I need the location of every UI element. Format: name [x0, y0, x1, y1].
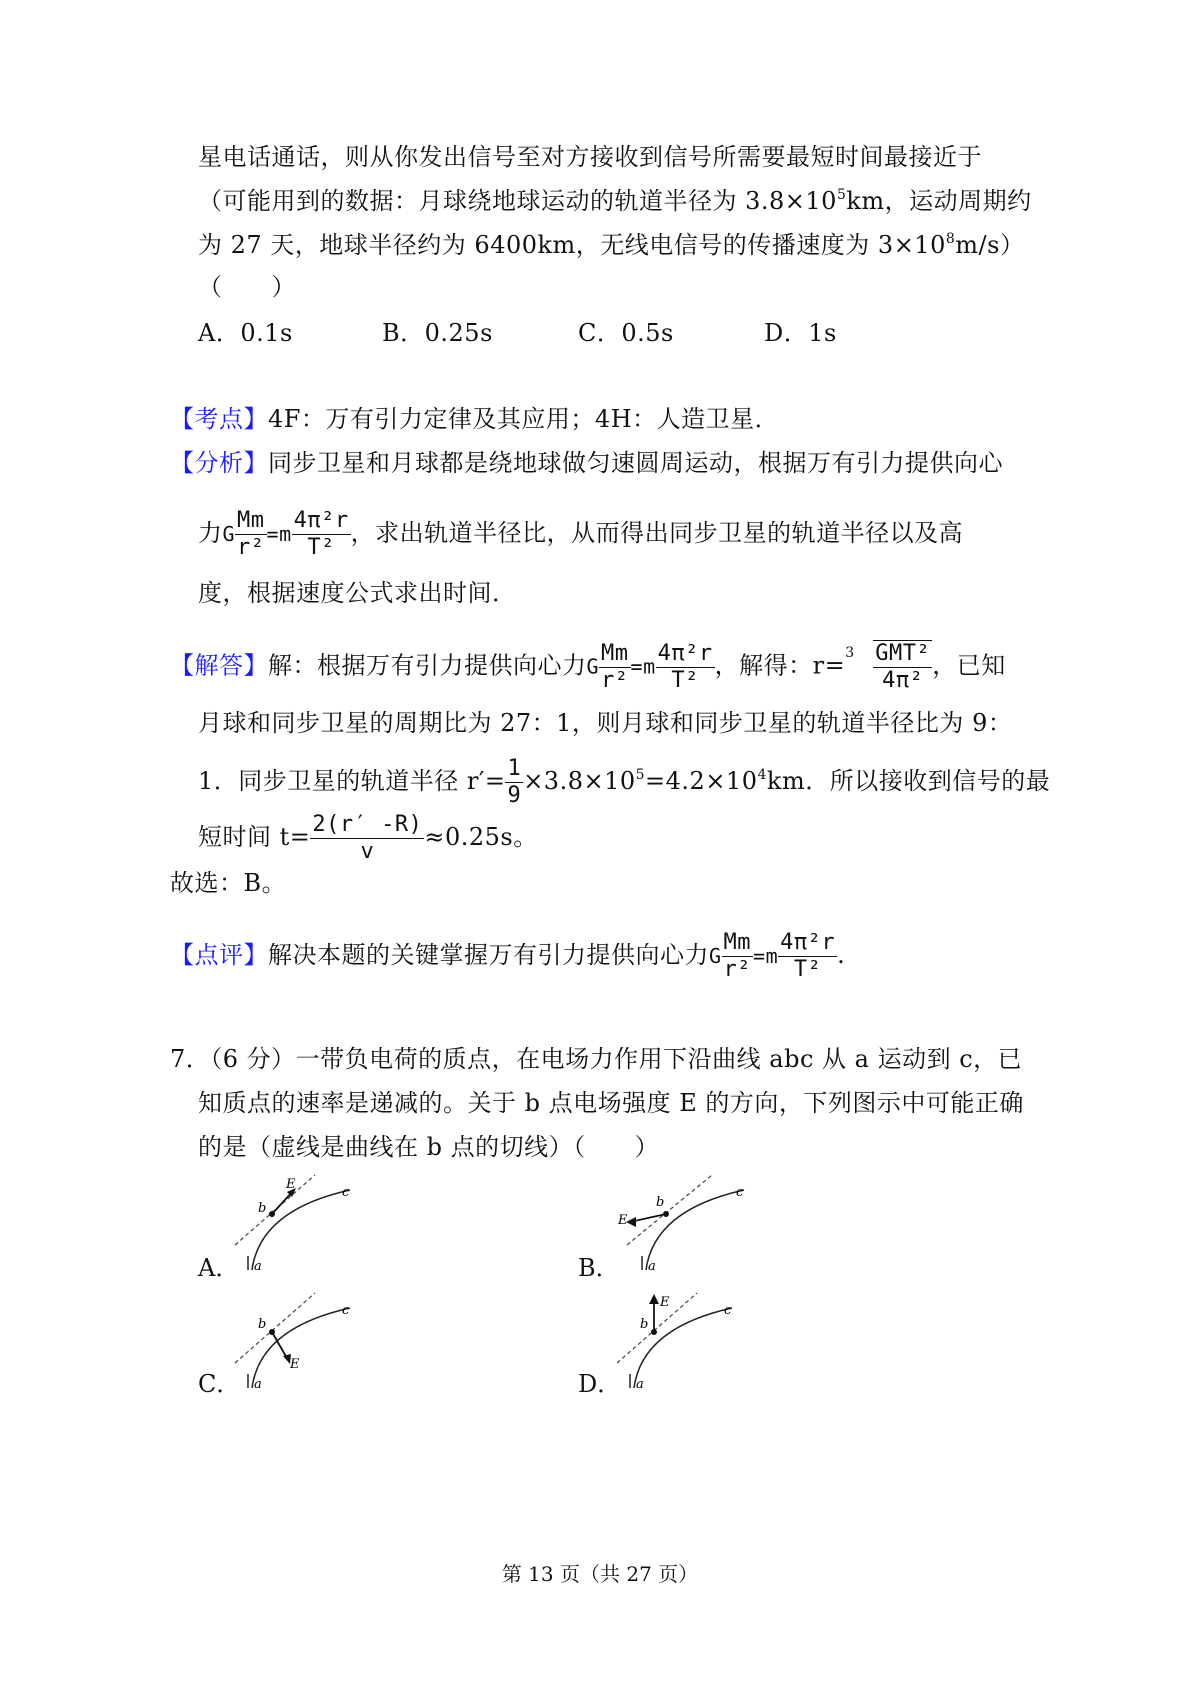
- figure-c: [230, 1288, 390, 1408]
- intro-line-2: （可能用到的数据：月球绕地球运动的轨道半径为 $3.8\times 10^5km$，运动周期约: [198, 187, 1032, 215]
- svg-text:c: c: [736, 1185, 744, 1200]
- cube-root: 3 $\frac{\text{GMT²}}{\text{4π²}}$: [845, 641, 931, 693]
- label-e: E: [286, 1177, 296, 1192]
- kaodian-tag: 【考点】: [170, 405, 268, 433]
- jieda-tag: 【解答】: [170, 651, 268, 680]
- figure-label-c: C．: [198, 1370, 241, 1398]
- svg-text:E: E: [660, 1295, 670, 1310]
- intro-line-3: 为 27 天，地球半径约为 6400km，无线电信号的传播速度为 $3\times 10^8m/s$）: [198, 231, 1025, 259]
- svg-text:E: E: [618, 1213, 628, 1228]
- svg-text:a: a: [636, 1377, 644, 1392]
- jieda-line-1: 【解答】解：根据万有引力提供向心力G $\frac{Mm}{\text{r²}}$ =m $\frac{\text{4π²r}}{\text{T²}}$ ，解得：r= 3 $\frac{\text{GMT²}}{\text{4π²}}$ ，已知: [170, 640, 1006, 693]
- page-footer: 第 13 页（共 27 页）: [501, 1562, 699, 1586]
- svg-text:a: a: [254, 1377, 262, 1392]
- svg-text:b: b: [656, 1195, 665, 1210]
- jieda-line-4: 短时间 t= $\frac{2(r' -R)}{v}$ ≈0.25s。: [198, 812, 538, 864]
- figure-label-b: B．: [578, 1254, 620, 1282]
- label-c: c: [342, 1185, 350, 1200]
- label-a: a: [254, 1259, 262, 1274]
- q7-line-1: 7．（6 分）一带负电荷的质点，在电场力作用下沿曲线 abc 从 a 运动到 c，已: [170, 1045, 1023, 1073]
- figure-a: [230, 1170, 390, 1290]
- dianping-tag: 【点评】: [170, 941, 268, 969]
- svg-text:c: c: [724, 1303, 732, 1318]
- figure-label-d: D．: [578, 1370, 622, 1398]
- svg-text:b: b: [258, 1317, 267, 1332]
- fenxi-line-1: 【分析】同步卫星和月球都是绕地球做匀速圆周运动，根据万有引力提供向心: [170, 449, 1003, 477]
- answer-paren: （ ）: [198, 273, 296, 301]
- q7-line-3: 的是（虚线是曲线在 b 点的切线）（ ）: [198, 1133, 660, 1161]
- label-b: b: [258, 1201, 267, 1216]
- fenxi-line-2: 力G $\frac{Mm}{\text{r²}}$ =m $\frac{\text{4π²r}}{\text{T²}}$ ，求出轨道半径比，从而得出同步卫星的轨道半径以及高: [198, 508, 964, 560]
- option-c: C．0.5s: [578, 319, 674, 347]
- intro-line-1: 星电话通话，则从你发出信号至对方接收到信号所需要最短时间最接近于: [198, 143, 982, 171]
- fraction-mm-r2: $\frac{Mm}{\text{r²}}$: [237, 508, 265, 560]
- figure-b: [612, 1170, 772, 1290]
- figure-label-a: A．: [198, 1254, 240, 1282]
- option-a: A．0.1s: [198, 319, 293, 347]
- fenxi-tag: 【分析】: [170, 449, 268, 477]
- q7-line-2: 知质点的速率是递减的。关于 b 点电场强度 E 的方向，下列图示中可能正确: [198, 1089, 1024, 1117]
- dianping: 【点评】解决本题的关键掌握万有引力提供向心力G $\frac{Mm}{\text{r²}}$ =m $\frac{\text{4π²r}}{\text{T²}}$ .: [170, 930, 846, 982]
- guxuan: 故选：B。: [170, 869, 287, 897]
- jieda-line-2: 月球和同步卫星的周期比为 27：1，则月球和同步卫星的轨道半径比为 9：: [198, 709, 1013, 737]
- fraction-4pi2r-t2: $\frac{\text{4π²r}}{\text{T²}}$: [293, 508, 349, 560]
- option-b: B．0.25s: [382, 319, 493, 347]
- option-d: D．1s: [764, 319, 837, 347]
- jieda-line-3: 1．同步卫星的轨道半径 r′= $\frac{1}{9}$ $\times 3.8\times 10^5=4.2\times 10^4km$．所以接收到信号的最: [198, 756, 1051, 808]
- svg-text:c: c: [342, 1303, 350, 1318]
- kaodian: 【考点】4F：万有引力定律及其应用；4H：人造卫星．: [170, 405, 780, 433]
- figure-d: [612, 1288, 772, 1408]
- svg-text:b: b: [640, 1317, 649, 1332]
- svg-text:E: E: [290, 1357, 300, 1372]
- svg-text:a: a: [648, 1259, 656, 1274]
- fenxi-line-3: 度，根据速度公式求出时间．: [198, 579, 517, 607]
